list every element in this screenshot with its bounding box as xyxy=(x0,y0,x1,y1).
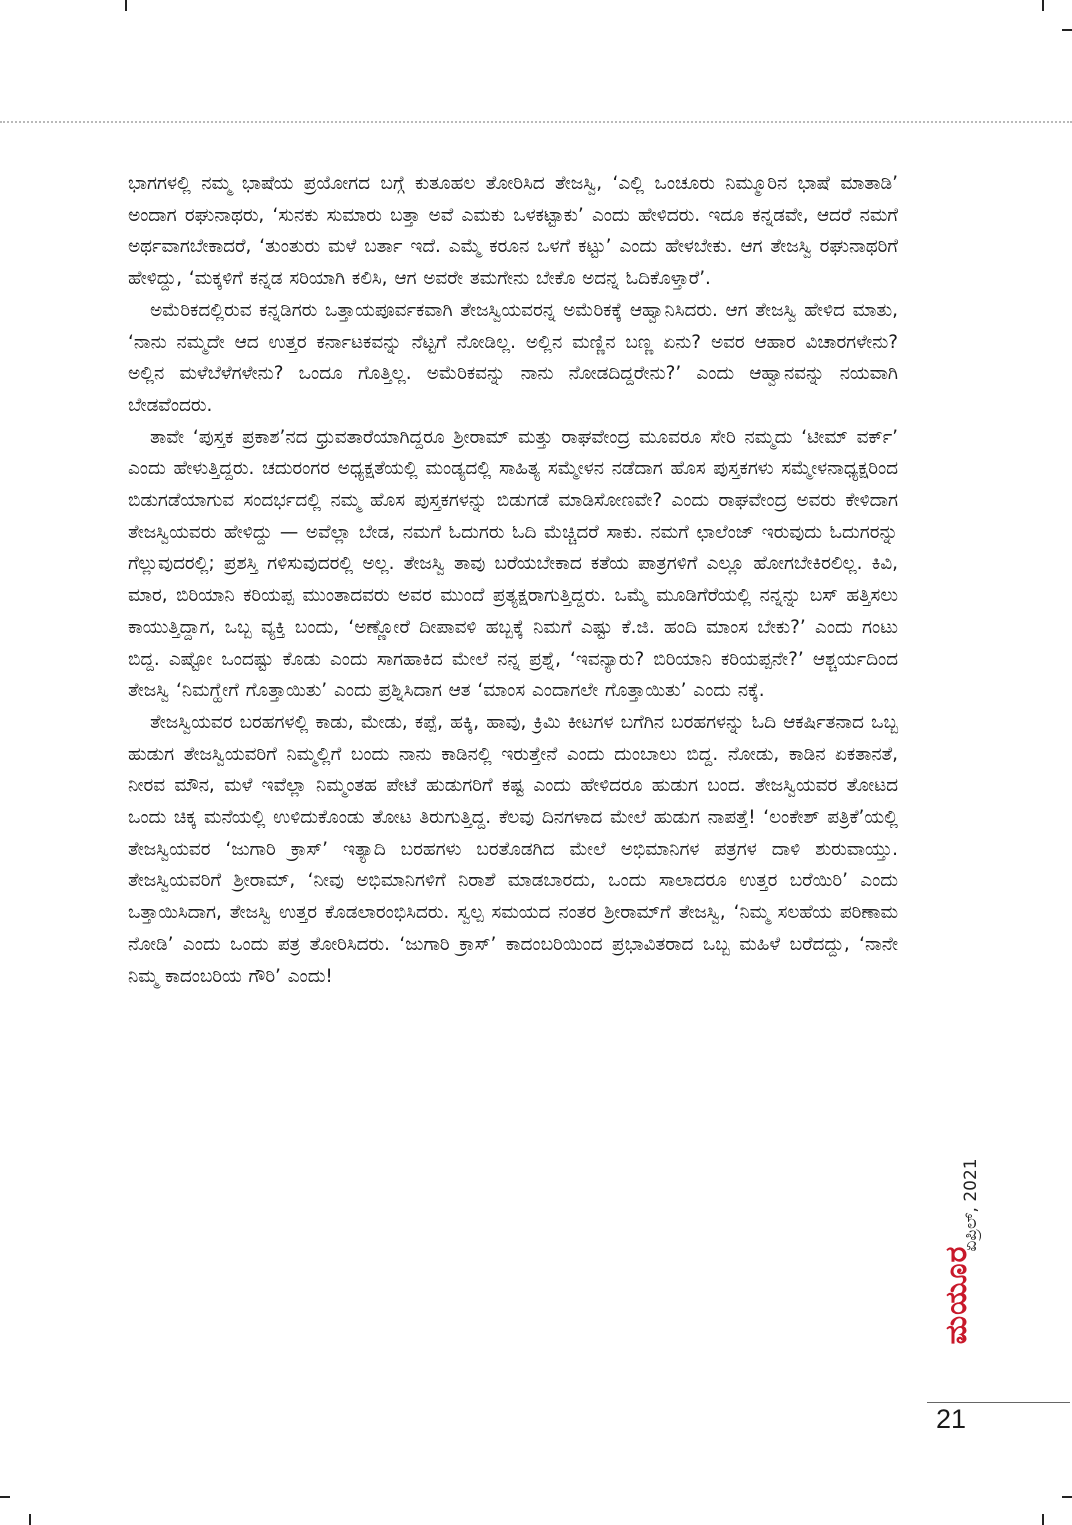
magazine-brand-logo: ಮಯೂರ xyxy=(938,1245,974,1345)
footer-rule xyxy=(927,1402,1070,1403)
article-paragraph-2: ಅಮೆರಿಕದಲ್ಲಿರುವ ಕನ್ನಡಿಗರು ಒತ್ತಾಯಪೂರ್ವಕವಾಗಿ ತೇಜಸ್ವಿಯವರನ್ನ ಅಮೆರಿಕಕ್ಕೆ ಆಹ್ವಾನಿಸಿದರು. ಆಗ ತೇಜಸ್ವಿ ಹೇಳಿದ ಮಾತು, ‘ನಾನು ನಮ್ಮದೇ ಆದ ಉತ್ತರ ಕರ್ನಾಟಕವನ್ನು ನೆಟ್ಟಗೆ ನೋಡಿಲ್ಲ. ಅಲ್ಲಿನ ಮಣ್ಣಿನ ಬಣ್ಣ ಏನು? ಅವರ ಆಹಾರ ವಿಚಾರಗಳೇನು? ಅಲ್ಲಿನ ಮಳೆಬೆಳೆಗಳೇನು? ಒಂದೂ ಗೊತ್ತಿಲ್ಲ. ಅಮೆರಿಕವನ್ನು ನಾನು ನೋಡದಿದ್ದರೇನು?’ ಎಂದು ಆಹ್ವಾನವನ್ನು ನಯವಾಗಿ ಬೇಡವೆಂದರು. xyxy=(128,299,898,416)
article-paragraph-1: ಭಾಗಗಳಲ್ಲಿ ನಮ್ಮ ಭಾಷೆಯ ಪ್ರಯೋಗದ ಬಗ್ಗೆ ಕುತೂಹಲ ತೋರಿಸಿದ ತೇಜಸ್ವಿ, ‘ಎಲ್ಲಿ ಒಂಚೂರು ನಿಮ್ಮೂರಿನ ಭಾಷೆ ಮಾತಾಡಿ’ ಅಂದಾಗ ರಘುನಾಥರು, ‘ಸುನಕು ಸುಮಾರು ಬತ್ತಾ ಅವೆ ಎಮಕು ಒಳಕಟ್ಟಾಕು’ ಎಂದು ಹೇಳಿದರು. ಇದೂ ಕನ್ನಡವೇ, ಆದರೆ ನಮಗೆ ಅರ್ಥವಾಗಬೇಕಾದರೆ, ‘ತುಂತುರು ಮಳೆ ಬರ್ತಾ ಇದೆ. ಎಮ್ಮೆ ಕರೂನ ಒಳಗೆ ಕಟ್ಟು’ ಎಂದು ಹೇಳಬೇಕು. ಆಗ ತೇಜಸ್ವಿ ರಘುನಾಥರಿಗೆ ಹೇಳಿದ್ದು, ‘ಮಕ್ಕಳಿಗೆ ಕನ್ನಡ ಸರಿಯಾಗಿ ಕಲಿಸಿ, ಆಗ ಅವರೇ ತಮಗೇನು ಬೇಕೊ ಅದನ್ನ ಓದಿಕೊಳ್ತಾರೆ’. xyxy=(128,173,898,290)
crop-mark-top-right xyxy=(1042,0,1044,11)
page-number: 21 xyxy=(936,1404,967,1434)
crop-mark-bottom-left xyxy=(0,1496,10,1498)
issue-date: ಏಪ್ರಿಲ್, 2021 xyxy=(961,1158,981,1252)
crop-mark-bottom-left-vertical xyxy=(29,1514,31,1525)
crop-mark-right-bottom xyxy=(1062,1496,1072,1498)
crop-mark-top-left xyxy=(125,0,127,11)
article-body xyxy=(128,168,898,992)
article-paragraph-4: ತೇಜಸ್ವಿಯವರ ಬರಹಗಳಲ್ಲಿ ಕಾಡು, ಮೇಡು, ಕಪ್ಪೆ, ಹಕ್ಕಿ, ಹಾವು, ಕ್ರಿಮಿ ಕೀಟಗಳ ಬಗೆಗಿನ ಬರಹಗಳನ್ನು ಓದಿ ಆಕರ್ಷಿತನಾದ ಒಬ್ಬ ಹುಡುಗ ತೇಜಸ್ವಿಯವರಿಗೆ ನಿಮ್ಮಲ್ಲಿಗೆ ಬಂದು ನಾನು ಕಾಡಿನಲ್ಲಿ ಇರುತ್ತೇನೆ ಎಂದು ದುಂಬಾಲು ಬಿದ್ದ. ನೋಡು, ಕಾಡಿನ ಏಕತಾನತೆ, ನೀರವ ಮೌನ, ಮಳೆ ಇವೆಲ್ಲಾ ನಿಮ್ಮಂತಹ ಪೇಟೆ ಹುಡುಗರಿಗೆ ಕಷ್ಟ ಎಂದು ಹೇಳಿದರೂ ಹುಡುಗ ಬಂದ. ತೇಜಸ್ವಿಯವರ ತೋಟದ ಒಂದು ಚಿಕ್ಕ ಮನೆಯಲ್ಲಿ ಉಳಿದುಕೊಂಡು ತೋಟ ತಿರುಗುತ್ತಿದ್ದ. ಕೆಲವು ದಿನಗಳಾದ ಮೇಲೆ ಹುಡುಗ ನಾಪತ್ತೆ! ‘ಲಂಕೇಶ್ ಪತ್ರಿಕೆ’ಯಲ್ಲಿ ತೇಜಸ್ವಿಯವರ ‘ಜುಗಾರಿ ಕ್ರಾಸ್’ ಇತ್ಯಾದಿ ಬರಹಗಳು ಬರತೊಡಗಿದ ಮೇಲೆ ಅಭಿಮಾನಿಗಳ ಪತ್ರಗಳ ದಾಳಿ ಶುರುವಾಯ್ತು. ತೇಜಸ್ವಿಯವರಿಗೆ ಶ್ರೀರಾಮ್, ‘ನೀವು ಅಭಿಮಾನಿಗಳಿಗೆ ನಿರಾಶೆ ಮಾಡಬಾರದು, ಒಂದು ಸಾಲಾದರೂ ಉತ್ತರ ಬರೆಯಿರಿ’ ಎಂದು ಒತ್ತಾಯಿಸಿದಾಗ, ತೇಜಸ್ವಿ ಉತ್ತರ ಕೊಡಲಾರಂಭಿಸಿದರು. ಸ್ವಲ್ಪ ಸಮಯದ ನಂತರ ಶ್ರೀರಾಮ್‌ಗೆ ತೇಜಸ್ವಿ, ‘ನಿಮ್ಮ ಸಲಹೆಯ ಪರಿಣಾಮ ನೋಡಿ’ ಎಂದು ಒಂದು ಪತ್ರ ತೋರಿಸಿದರು. ‘ಜುಗಾರಿ ಕ್ರಾಸ್’ ಕಾದಂಬರಿಯಿಂದ ಪ್ರಭಾವಿತರಾದ ಒಬ್ಬ ಮಹಿಳೆ ಬರೆದದ್ದು, ‘ನಾನೇ ನಿಮ್ಮ ಕಾದಂಬರಿಯ ಗೌರಿ’ ಎಂದು! xyxy=(128,711,898,987)
article-paragraph-3: ತಾವೇ ‘ಪುಸ್ತಕ ಪ್ರಕಾಶ’ನದ ಧ್ರುವತಾರೆಯಾಗಿದ್ದರೂ ಶ್ರೀರಾಮ್ ಮತ್ತು ರಾಘವೇಂದ್ರ ಮೂವರೂ ಸೇರಿ ನಮ್ಮದು ‘ಟೀಮ್ ವರ್ಕ್’ ಎಂದು ಹೇಳುತ್ತಿದ್ದರು. ಚದುರಂಗರ ಅಧ್ಯಕ್ಷತೆಯಲ್ಲಿ ಮಂಡ್ಯದಲ್ಲಿ ಸಾಹಿತ್ಯ ಸಮ್ಮೇಳನ ನಡೆದಾಗ ಹೊಸ ಪುಸ್ತಕಗಳು ಸಮ್ಮೇಳನಾಧ್ಯಕ್ಷರಿಂದ ಬಿಡುಗಡೆಯಾಗುವ ಸಂದರ್ಭದಲ್ಲಿ ನಮ್ಮ ಹೊಸ ಪುಸ್ತಕಗಳನ್ನು ಬಿಡುಗಡೆ ಮಾಡಿಸೋಣವೇ? ಎಂದು ರಾಘವೇಂದ್ರ ಅವರು ಕೇಳಿದಾಗ ತೇಜಸ್ವಿಯವರು ಹೇಳಿದ್ದು — ಅವೆಲ್ಲಾ ಬೇಡ, ನಮಗೆ ಓದುಗರು ಓದಿ ಮೆಚ್ಚಿದರೆ ಸಾಕು. ನಮಗೆ ಛಾಲೆಂಜ್ ಇರುವುದು ಓದುಗರನ್ನು ಗೆಲ್ಲುವುದರಲ್ಲಿ; ಪ್ರಶಸ್ತಿ ಗಳಿಸುವುದರಲ್ಲಿ ಅಲ್ಲ. ತೇಜಸ್ವಿ ತಾವು ಬರೆಯಬೇಕಾದ ಕತೆಯ ಪಾತ್ರಗಳಿಗೆ ಎಲ್ಲೂ ಹೋಗಬೇಕಿರಲಿಲ್ಲ. ಕಿವಿ, ಮಾರ, ಬಿರಿಯಾನಿ ಕರಿಯಪ್ಪ ಮುಂತಾದವರು ಅವರ ಮುಂದೆ ಪ್ರತ್ಯಕ್ಷರಾಗುತ್ತಿದ್ದರು. ಒಮ್ಮೆ ಮೂಡಿಗೆರೆಯಲ್ಲಿ ನನ್ನನ್ನು ಬಸ್ ಹತ್ತಿಸಲು ಕಾಯುತ್ತಿದ್ದಾಗ, ಒಬ್ಬ ವ್ಯಕ್ತಿ ಬಂದು, ‘ಅಣ್ಣೋರೆ ದೀಪಾವಳಿ ಹಬ್ಬಕ್ಕೆ ನಿಮಗೆ ಎಷ್ಟು ಕೆ.ಜಿ. ಹಂದಿ ಮಾಂಸ ಬೇಕು?’ ಎಂದು ಗಂಟು ಬಿದ್ದ. ಎಷ್ಟೋ ಒಂದಷ್ಟು ಕೊಡು ಎಂದು ಸಾಗಹಾಕಿದ ಮೇಲೆ ನನ್ನ ಪ್ರಶ್ನೆ, ‘ಇವನ್ಯಾರು? ಬಿರಿಯಾನಿ ಕರಿಯಪ್ಪನೇ?’ ಆಶ್ಚರ್ಯದಿಂದ ತೇಜಸ್ವಿ ‘ನಿಮಗ್ಹೇಗೆ ಗೊತ್ತಾಯಿತು’ ಎಂದು ಪ್ರಶ್ನಿಸಿದಾಗ ಆತ ‘ಮಾಂಸ ಎಂದಾಗಲೇ ಗೊತ್ತಾಯಿತು’ ಎಂದು ನಕ್ಕೆ. xyxy=(128,426,898,702)
crop-mark-right-top xyxy=(1062,29,1072,31)
crop-mark-bottom-right-vertical xyxy=(1042,1514,1044,1525)
dotted-separator xyxy=(0,121,1072,123)
